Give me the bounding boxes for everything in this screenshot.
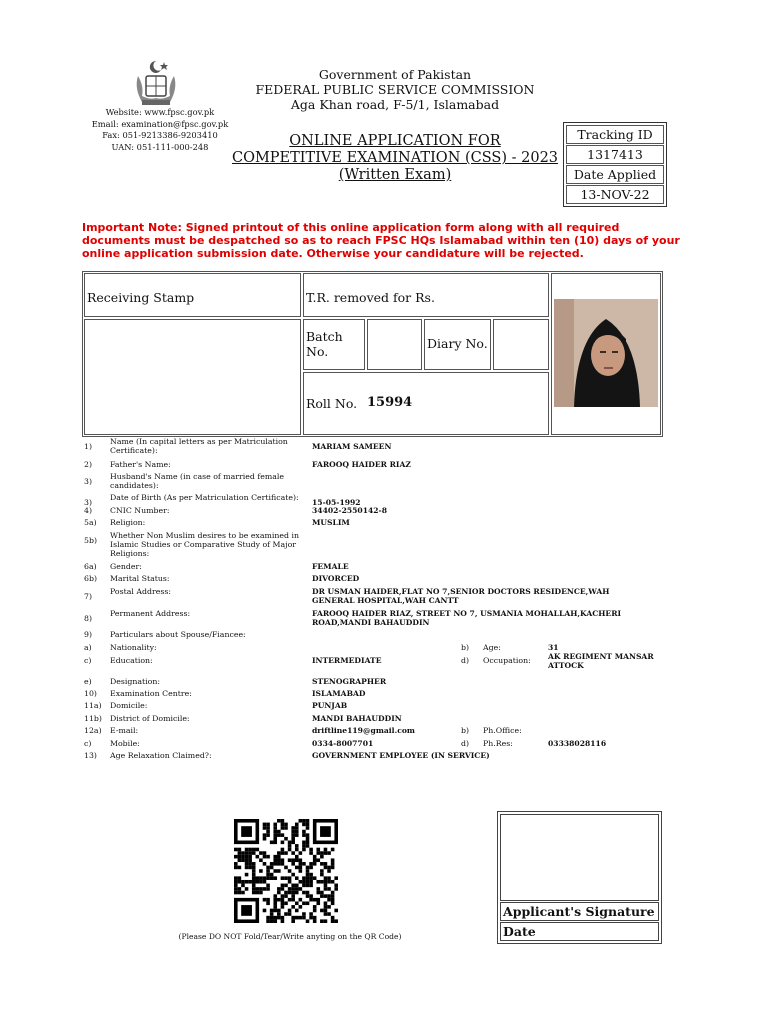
row-label: Examination Centre: [110,689,192,698]
date-applied-label: Date Applied [566,165,664,184]
applicant-photo [554,299,658,407]
row-label: Gender: [110,562,142,571]
signature-date-label: Date [500,922,659,941]
row-number: 5a) [84,518,97,527]
batch-label: Batch No. [306,329,343,359]
receiving-stamp-label: Receiving Stamp [87,290,195,305]
row-number: 10) [84,689,97,698]
website-text: Website: www.fpsc.gov.pk [105,107,215,117]
row-number: 3) [84,477,93,486]
gov-line-1: Government of Pakistan [318,67,472,82]
roll-number: 15994 [367,395,413,410]
row-value: DR USMAN HAIDER,FLAT NO 7,SENIOR DOCTORS RESIDENCE,WAH GENERAL HOSPITAL,WAH CANTT [312,587,610,605]
row-number: 2) [84,460,93,469]
row-number: 6b) [84,574,97,583]
row-label: Religion: [110,518,146,527]
row-label: Father's Name: [110,460,171,469]
tracking-box [563,122,667,207]
row-value: 0334-8007701 [312,739,374,748]
row-number: 5b) [84,536,97,545]
qr-note: (Please DO NOT Fold/Tear/Write anyting on the QR Code) [178,932,402,941]
date-applied-value: 13-NOV-22 [566,185,664,204]
row-label-secondary: Ph.Office: [483,726,522,735]
signature-box [497,811,662,944]
diary-value-cell [493,319,549,370]
tracking-id-value: 1317413 [566,145,664,164]
stamp-area [84,319,301,435]
row-label: Whether Non Muslim desires to be examined in Islamic Studies or Comparative Study of Major Religions: [110,531,299,558]
row-value: STENOGRAPHER [312,677,387,686]
row-label-secondary: Ph.Res: [483,739,513,748]
row-value: DIVORCED [312,574,360,583]
row-number: 11a) [84,701,102,710]
row-number: c) [84,656,92,665]
photo-cell [551,273,661,435]
row-label: Education: [110,656,153,665]
tracking-id-label: Tracking ID [566,125,664,144]
row-value-secondary: AK REGIMENT MANSAR ATTOCK [548,652,654,670]
row-number: 9) [84,630,93,639]
row-label: Permanent Address: [110,609,191,618]
tr-label: T.R. removed for Rs. [306,290,435,305]
row-number-secondary: d) [461,656,470,665]
tr-cell [303,273,549,317]
row-value-secondary: 31 [548,643,559,652]
row-number: 11b) [84,714,102,723]
row-label: Designation: [110,677,160,686]
row-label: Mobile: [110,739,140,748]
row-number: 6a) [84,562,97,571]
row-label: E-mail: [110,726,139,735]
row-number: a) [84,643,92,652]
gov-line-2: FEDERAL PUBLIC SERVICE COMMISSION [255,82,535,97]
row-value: MANDI BAHAUDDIN [312,714,402,723]
row-number: 8) [84,614,93,623]
row-label-secondary: Age: [483,643,501,652]
title-line-2: COMPETITIVE EXAMINATION (CSS) - 2023 [231,150,559,166]
row-label: Nationality: [110,643,157,652]
government-heading [220,67,570,112]
row-value: GOVERNMENT EMPLOYEE (IN SERVICE) [312,751,490,760]
row-label: Date of Birth (As per Matriculation Certificate): [110,493,299,502]
gov-line-3: Aga Khan road, F-5/1, Islamabad [290,97,500,112]
uan-text: UAN: 051-111-000-248 [111,141,209,152]
email-text: Email: examination@fpsc.gov.pk [91,118,229,129]
row-number: 3) [84,498,93,507]
row-value: PUNJAB [312,701,348,710]
signature-area [500,814,659,901]
row-value: 15-05-1992 [312,498,361,507]
batch-value-cell [367,319,422,370]
fax-text: Fax: 051-9213386-9203410 [102,130,218,140]
row-value: driftline119@gmail.com [312,726,415,735]
application-title [220,133,570,184]
row-label: Postal Address: [110,587,171,596]
row-label: Husband's Name (in case of married female candidates): [110,472,284,490]
row-number-secondary: b) [461,643,470,652]
row-value: FAROOQ HAIDER RIAZ, STREET NO 7, USMANIA MOHALLAH,KACHERI ROAD,MANDI BAHAUDDIN [312,609,622,627]
row-value: ISLAMABAD [312,689,366,698]
important-note: Important Note: Signed printout of this online application form along with all required documents must be despatched so as to reach FPSC HQs Islamabad within ten (10) days of your online application submission date. Otherwise your candidature will be rejected. [82,221,680,260]
row-number-secondary: b) [461,726,470,735]
diary-label: Diary No. [427,336,488,351]
row-value: 34402-2550142-8 [312,506,387,515]
row-value: MUSLIM [312,518,350,527]
row-number: 1) [84,442,93,451]
row-label: CNIC Number: [110,506,170,515]
batch-cell [303,319,365,370]
qr-code-icon [234,819,338,923]
diary-cell [424,319,491,370]
row-label: District of Domicile: [110,714,190,723]
title-line-1: ONLINE APPLICATION FOR [289,133,501,149]
row-label: Domicile: [110,701,148,710]
row-label: Particulars about Spouse/Fiancee: [110,630,246,639]
row-value-secondary: 03338028116 [548,739,607,748]
receiving-stamp-cell [84,273,301,317]
row-value: INTERMEDIATE [312,656,382,665]
row-number-secondary: d) [461,739,470,748]
row-value: FEMALE [312,562,349,571]
title-line-3: (Written Exam) [338,167,452,183]
row-value: FAROOQ HAIDER RIAZ [312,460,411,469]
row-value: MARIAM SAMEEN [312,442,392,451]
roll-label: Roll No. [306,396,358,411]
row-number: 7) [84,592,93,601]
roll-cell [303,372,549,435]
row-label: Age Relaxation Claimed?: [110,751,212,760]
row-number: 4) [84,506,93,515]
row-label: Marital Status: [110,574,170,583]
row-number: e) [84,677,92,686]
row-number: 13) [84,751,97,760]
row-number: c) [84,739,92,748]
row-label: Name (In capital letters as per Matriculation Certificate): [110,437,288,455]
signature-label: Applicant's Signature [500,902,659,921]
row-label-secondary: Occupation: [483,656,531,665]
row-number: 12a) [84,726,102,735]
government-emblem-icon [128,58,184,108]
